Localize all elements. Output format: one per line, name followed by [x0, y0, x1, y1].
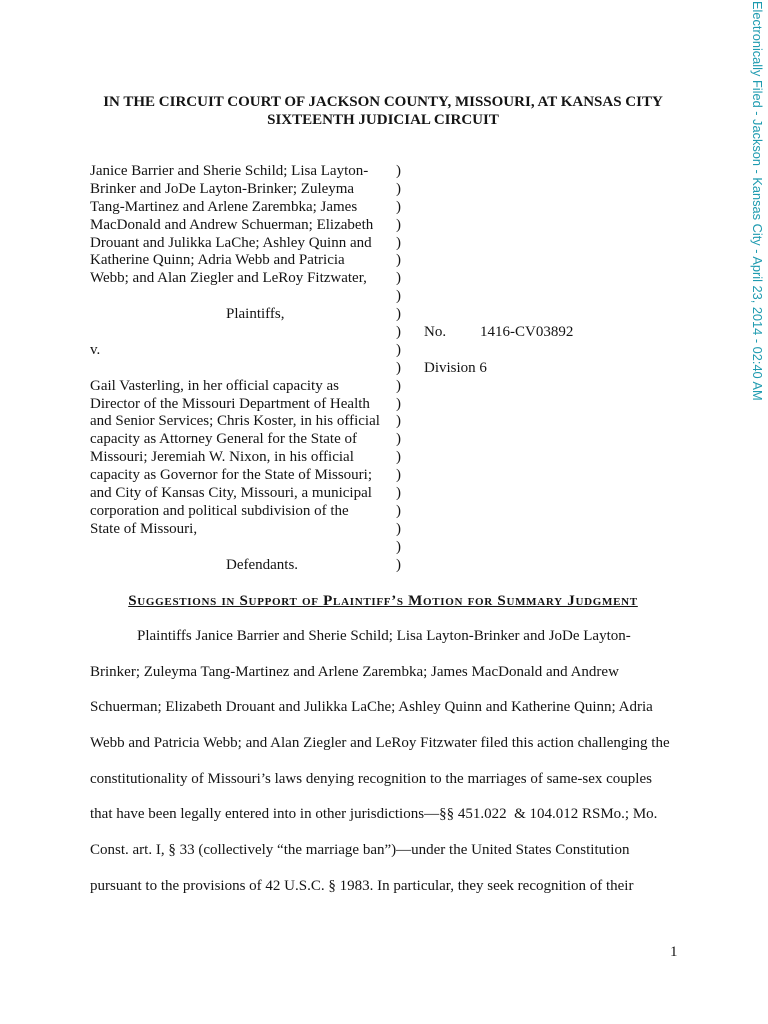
- party-line: Janice Barrier and Sherie Schild; Lisa Layton-: [90, 163, 369, 179]
- bracket-mark: ): [396, 324, 401, 341]
- bracket-mark: ): [396, 449, 401, 466]
- party-line: Gail Vasterling, in her official capacity as: [90, 377, 339, 394]
- bracket-mark: ): [396, 198, 401, 215]
- caption-spacer: [90, 539, 390, 557]
- court-header-line: IN THE CIRCUIT COURT OF JACKSON COUNTY, MISSOURI, AT KANSAS CITY: [103, 94, 663, 110]
- bracket-mark: ): [396, 216, 401, 233]
- party-line: Webb; and Alan Ziegler and LeRoy Fitzwater,: [90, 270, 367, 287]
- document-title: Suggestions in Support of Plaintiff’s Motion for Summary Judgment: [128, 593, 638, 609]
- party-line: capacity as Attorney General for the State of: [90, 431, 357, 448]
- body-line: that have been legally entered into in other jurisdictions—§§ 451.022 & 104.012 RSMo.; Mo.: [90, 806, 658, 823]
- party-line: Brinker and JoDe Layton-Brinker; Zuleyma: [90, 180, 355, 197]
- body-line: constitutionality of Missouri’s laws denying recognition to the marriages of same-sex couples: [90, 770, 652, 787]
- case-number: 1416-CV03892: [480, 324, 574, 340]
- bracket-mark: ): [396, 306, 401, 323]
- bracket-mark: ): [396, 538, 401, 555]
- bracket-mark: ): [396, 431, 401, 448]
- party-line: Katherine Quinn; Adria Webb and Patricia: [90, 252, 345, 269]
- caption-bracket: [396, 163, 406, 574]
- court-header-line: SIXTEENTH JUDICIAL CIRCUIT: [267, 112, 499, 128]
- body-paragraph: [90, 619, 690, 905]
- body-line: Plaintiffs Janice Barrier and Sherie Schild; Lisa Layton-Brinker and JoDe Layton-: [137, 628, 631, 644]
- case-number-label: No.: [424, 324, 447, 340]
- bracket-mark: ): [396, 485, 401, 502]
- party-line: capacity as Governor for the State of Missouri;: [90, 467, 373, 484]
- bracket-mark: ): [396, 234, 401, 251]
- party-line: and Senior Services; Chris Koster, in his official: [90, 413, 380, 430]
- bracket-mark: ): [396, 520, 401, 537]
- bracket-mark: ): [396, 359, 401, 376]
- party-line: corporation and political subdivision of the: [90, 502, 349, 519]
- page-number: 1: [670, 944, 678, 960]
- bracket-mark: ): [396, 180, 401, 197]
- bracket-mark: ): [396, 556, 401, 573]
- bracket-mark: ): [396, 163, 401, 179]
- body-line: Brinker; Zuleyma Tang-Martinez and Arlene Zarembka; James MacDonald and Andrew: [90, 663, 619, 680]
- efiling-stamp: Electronically Filed - Jackson - Kansas City - April 23, 2014 - 02:40 AM: [750, 1, 765, 401]
- body-line: Schuerman; Elizabeth Drouant and Julikka LaChe; Ashley Quinn and Katherine Quinn; Adria: [90, 699, 653, 716]
- bracket-mark: ): [396, 270, 401, 287]
- bracket-mark: ): [396, 413, 401, 430]
- bracket-mark: ): [396, 377, 401, 394]
- caption-spacer: [90, 360, 390, 378]
- bracket-mark: ): [396, 395, 401, 412]
- bracket-mark: ): [396, 252, 401, 269]
- bracket-mark: ): [396, 288, 401, 305]
- defendants-label: Defendants.: [226, 556, 299, 573]
- party-line: Missouri; Jeremiah W. Nixon, in his official: [90, 449, 354, 466]
- party-line: Tang-Martinez and Arlene Zarembka; James: [90, 198, 358, 215]
- bracket-mark: ): [396, 502, 401, 519]
- division-label: Division 6: [424, 360, 487, 376]
- bracket-mark: ): [396, 341, 401, 358]
- party-line: State of Missouri,: [90, 520, 198, 537]
- caption-spacer: [90, 324, 390, 342]
- body-line: pursuant to the provisions of 42 U.S.C. § 1983. In particular, they seek recognition of their: [90, 877, 634, 894]
- party-line: and City of Kansas City, Missouri, a municipal: [90, 485, 372, 502]
- party-line: MacDonald and Andrew Schuerman; Elizabeth: [90, 216, 374, 233]
- versus-label: v.: [90, 341, 101, 358]
- body-line: Const. art. I, § 33 (collectively “the marriage ban”)—under the United States Constitution: [90, 842, 630, 859]
- court-header: [90, 93, 676, 129]
- caption-spacer: [90, 288, 390, 306]
- body-line: Webb and Patricia Webb; and Alan Ziegler and LeRoy Fitzwater filed this action challenging the: [90, 735, 670, 752]
- party-line: Director of the Missouri Department of Health: [90, 395, 370, 412]
- bracket-mark: ): [396, 467, 401, 484]
- plaintiffs-label: Plaintiffs,: [226, 306, 285, 323]
- case-caption-parties: [90, 163, 390, 574]
- party-line: Drouant and Julikka LaChe; Ashley Quinn and: [90, 234, 372, 251]
